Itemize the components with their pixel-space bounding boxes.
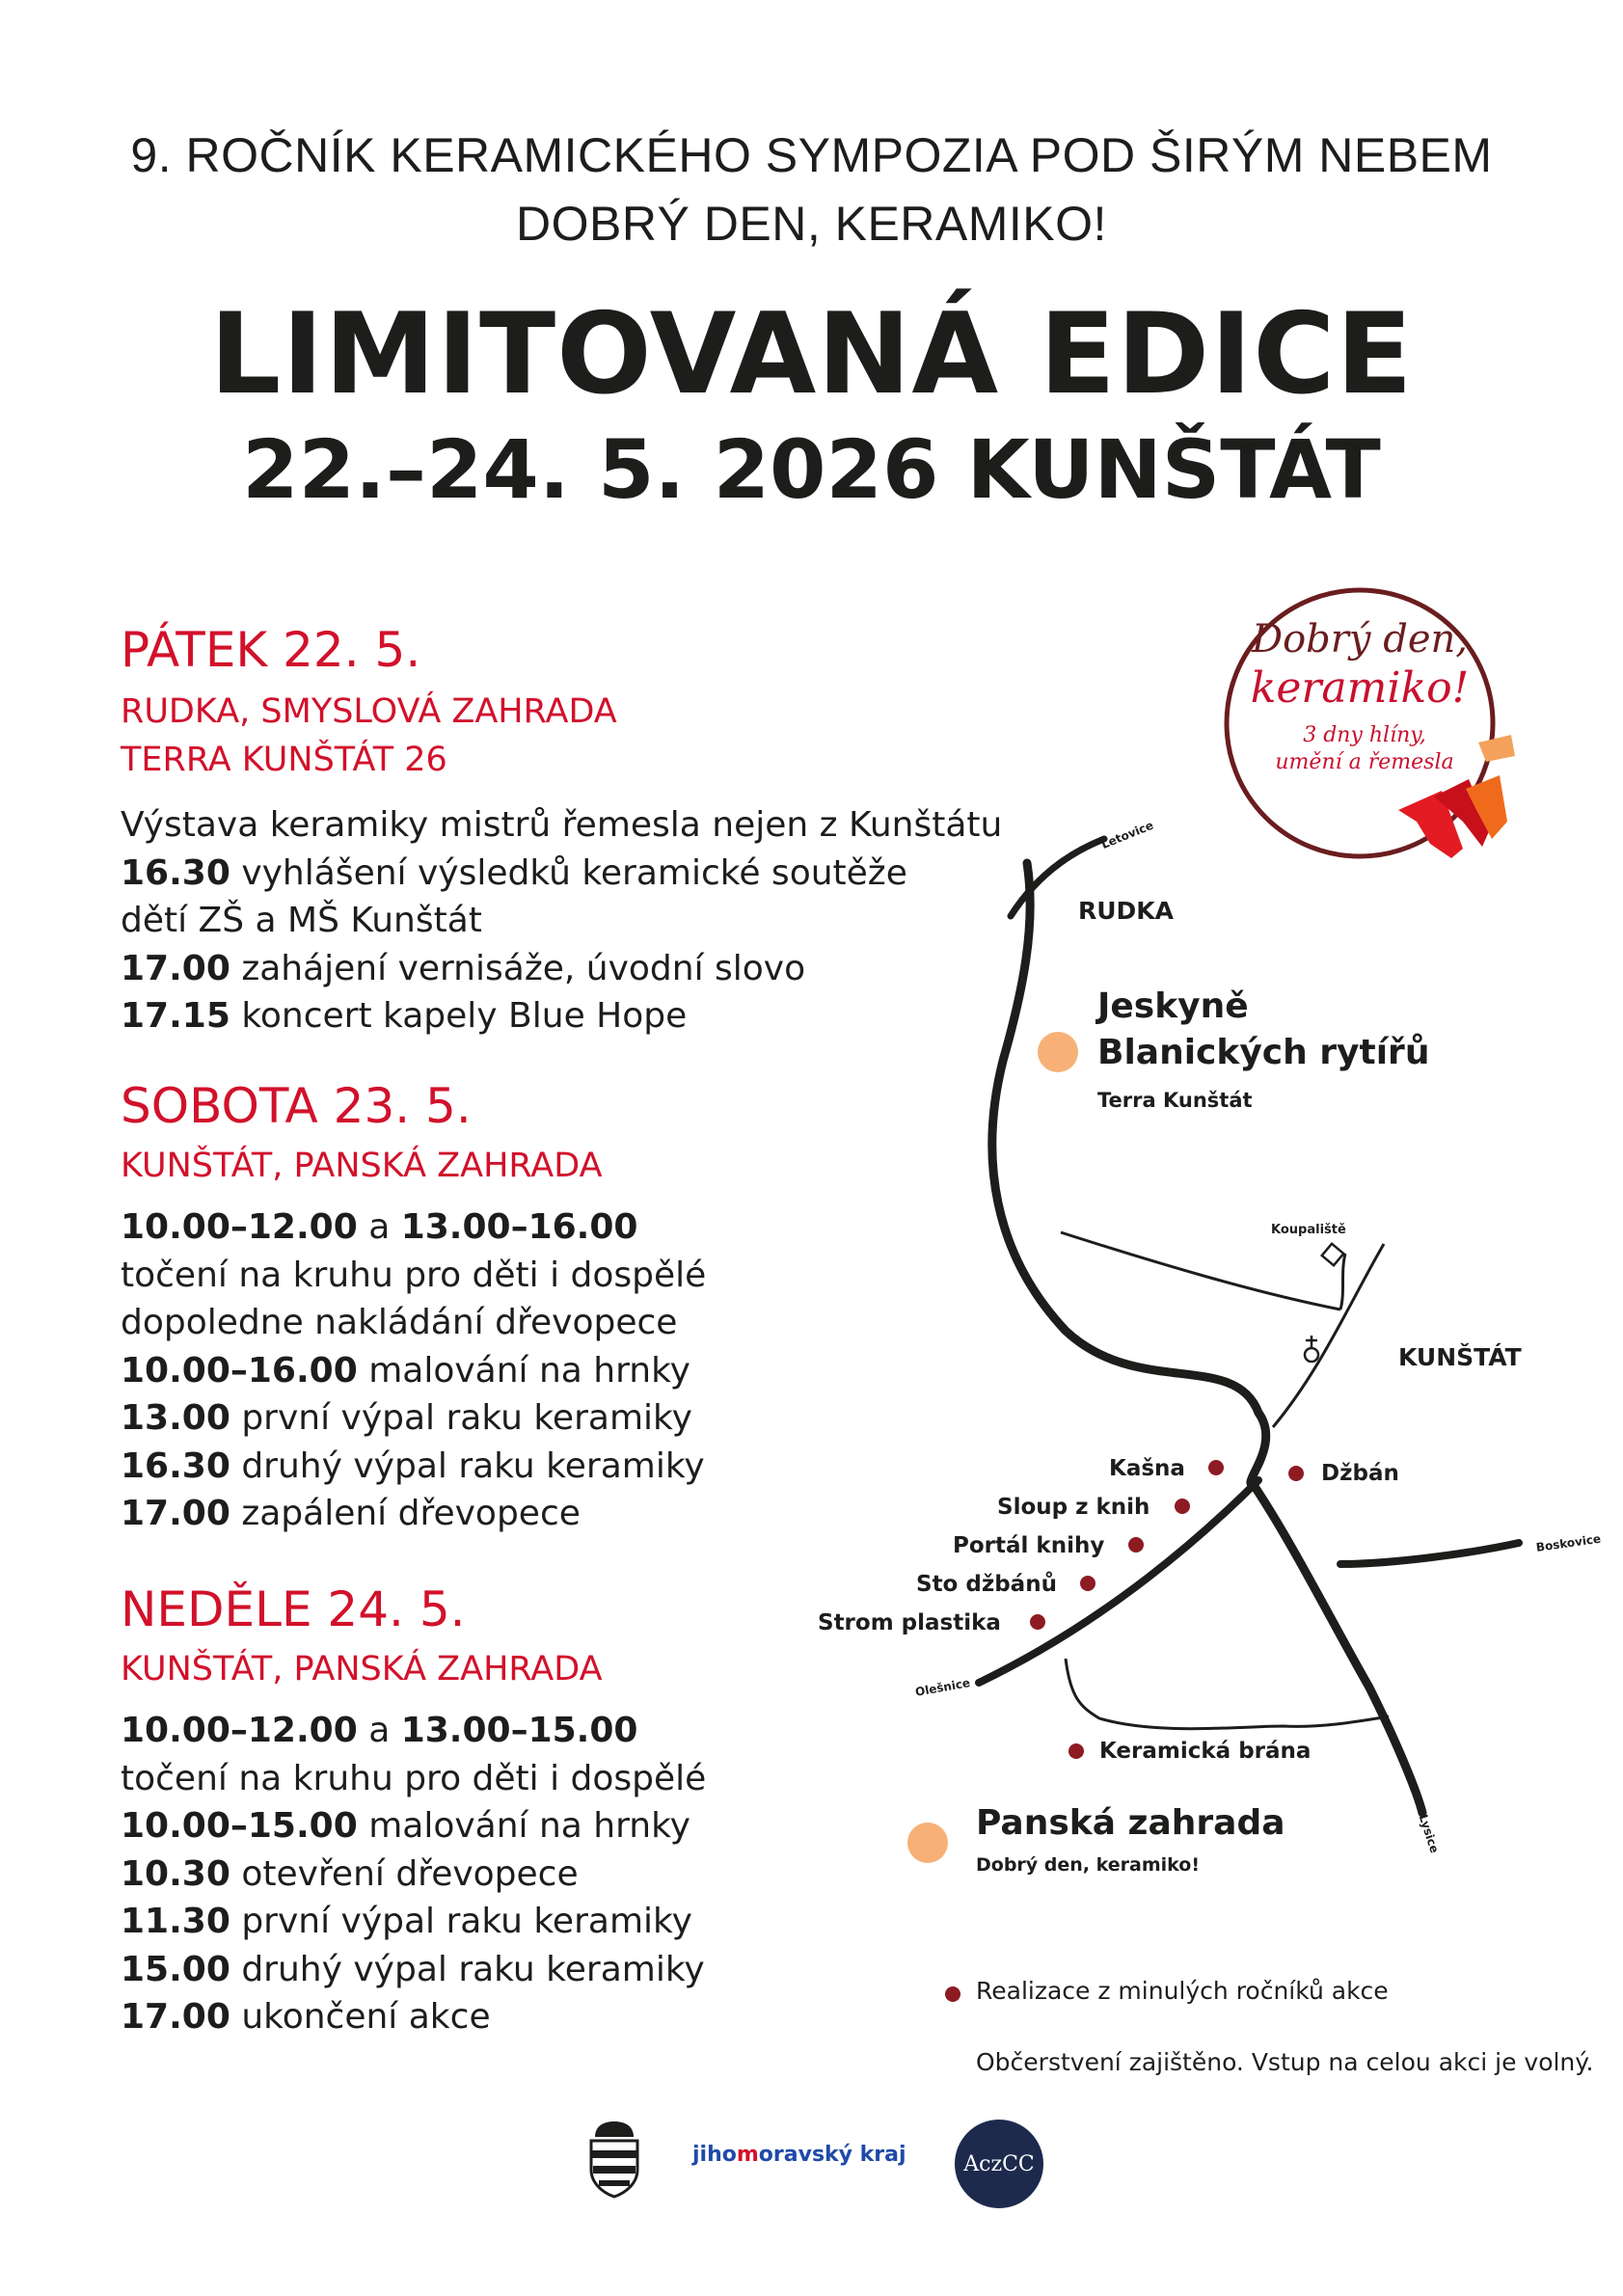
- accc-logo-text: AczCC: [963, 2151, 1035, 2176]
- program-item: 11.30 první výpal raku keramiky: [121, 1902, 692, 1941]
- kunstat-coat-of-arms: [583, 2120, 645, 2199]
- map-label-strom: Strom plastika: [818, 1610, 1001, 1635]
- program-item: 17.00 zahájení vernisáže, úvodní slovo: [121, 948, 806, 988]
- map-label-sto: Sto džbánů: [916, 1572, 1057, 1597]
- map-label-dzban: Džbán: [1321, 1461, 1399, 1486]
- coat-of-arms-icon: [583, 2120, 645, 2199]
- brana-dot: [1068, 1743, 1084, 1759]
- map-label-lysice: Lysice: [1416, 1813, 1442, 1855]
- program-range: 10.00–12.00 a 13.00–15.00: [121, 1711, 638, 1750]
- kasna-dot: [1208, 1460, 1224, 1475]
- program-item: 16.30 vyhlášení výsledků keramické soutěže: [121, 852, 907, 893]
- portal-dot: [1128, 1537, 1144, 1553]
- panska-zahrada-marker: [907, 1823, 948, 1863]
- day-place: KUNŠTÁT, PANSKÁ ZAHRADA: [121, 1650, 603, 1688]
- day-place: KUNŠTÁT, PANSKÁ ZAHRADA: [121, 1147, 603, 1185]
- map-label-brana: Keramická brána: [1099, 1739, 1312, 1764]
- map-label-koupaliste: Koupaliště: [1271, 1223, 1346, 1237]
- program-item: 17.00 zapálení dřevopece: [121, 1494, 581, 1533]
- map-label-panska-title: Panská zahrada: [976, 1803, 1285, 1843]
- event-date-place: 22.–24. 5. 2026 KUNŠTÁT: [242, 422, 1381, 517]
- day-title: SOBOTA 23. 5.: [121, 1078, 472, 1134]
- program-item: 15.00 druhý výpal raku keramiky: [121, 1949, 705, 1989]
- header-line-2: DOBRÝ DEN, KERAMIKO!: [516, 197, 1107, 251]
- day-title: PÁTEK 22. 5.: [121, 622, 421, 678]
- program-item: 17.00 ukončení akce: [121, 1997, 491, 2037]
- map-label-kasna: Kašna: [1109, 1456, 1185, 1481]
- program-item: dopoledne nakládání dřevopece: [121, 1303, 678, 1342]
- map-label-jeskyne-2: Blanických rytířů: [1097, 1033, 1430, 1072]
- strom-dot: [1030, 1614, 1045, 1630]
- map-label-portal: Portál knihy: [953, 1533, 1105, 1558]
- header-line-1: 9. ROČNÍK KERAMICKÉHO SYMPOZIA POD ŠIRÝM NEBEM: [130, 128, 1493, 182]
- jeskyne-marker: [1038, 1032, 1078, 1072]
- logo-line-1: Dobrý den,: [1252, 617, 1468, 662]
- map-label-jeskyne-1: Jeskyně: [1097, 986, 1249, 1026]
- map-label-letovice: Letovice: [1099, 818, 1156, 851]
- program-item: 17.15 koncert kapely Blue Hope: [121, 996, 688, 1036]
- page-title: LIMITOVANÁ EDICE: [209, 289, 1414, 419]
- program-range: 10.00–12.00 a 13.00–16.00: [121, 1207, 638, 1247]
- map-label-jeskyne-sub: Terra Kunštát: [1097, 1089, 1253, 1112]
- program-item: 16.30 druhý výpal raku keramiky: [121, 1445, 705, 1486]
- map-label-boskovice: Boskovice: [1535, 1531, 1602, 1554]
- program-item: točení na kruhu pro děti i dospělé: [121, 1758, 707, 1798]
- dzban-dot: [1288, 1466, 1304, 1481]
- logo-line-4: umění a řemesla: [1275, 750, 1454, 774]
- info-text: Občerstvení zajištěno. Vstup na celou akci je volný.: [976, 2048, 1594, 2076]
- program-item: 13.00 první výpal raku keramiky: [121, 1398, 692, 1438]
- map-label-rudka: RUDKA: [1078, 897, 1175, 925]
- map-label-olesnice: Olešnice: [914, 1676, 972, 1699]
- day-place: TERRA KUNŠTÁT 26: [121, 741, 447, 779]
- map-label-kunstat: KUNŠTÁT: [1398, 1343, 1522, 1371]
- sto-dot: [1080, 1576, 1096, 1591]
- program-item: dětí ZŠ a MŠ Kunštát: [121, 901, 482, 940]
- program-item: Výstava keramiky mistrů řemesla nejen z Kunštátu: [121, 805, 1003, 845]
- accc-logo: [955, 2120, 1043, 2208]
- map-label-panska-sub: Dobrý den, keramiko!: [976, 1854, 1200, 1876]
- legend-dot: [945, 1986, 960, 2002]
- program-item: 10.00–15.00 malování na hrnky: [121, 1806, 690, 1846]
- day-place: RUDKA, SMYSLOVÁ ZAHRADA: [121, 692, 617, 731]
- map-label-sloup: Sloup z knih: [997, 1495, 1150, 1520]
- program-item: 10.00–16.00 malování na hrnky: [121, 1350, 690, 1391]
- day-title: NEDĚLE 24. 5.: [121, 1581, 466, 1637]
- program-item: točení na kruhu pro děti i dospělé: [121, 1255, 707, 1295]
- legend-text: Realizace z minulých ročníků akce: [976, 1977, 1389, 2005]
- sloup-dot: [1175, 1499, 1190, 1514]
- logo-line-2: keramiko!: [1250, 663, 1470, 713]
- program-item: 10.30 otevření dřevopece: [121, 1853, 579, 1894]
- jmk-logo: jihomoravský kraj: [692, 2143, 906, 2167]
- logo-line-3: 3 dny hlíny,: [1303, 723, 1426, 747]
